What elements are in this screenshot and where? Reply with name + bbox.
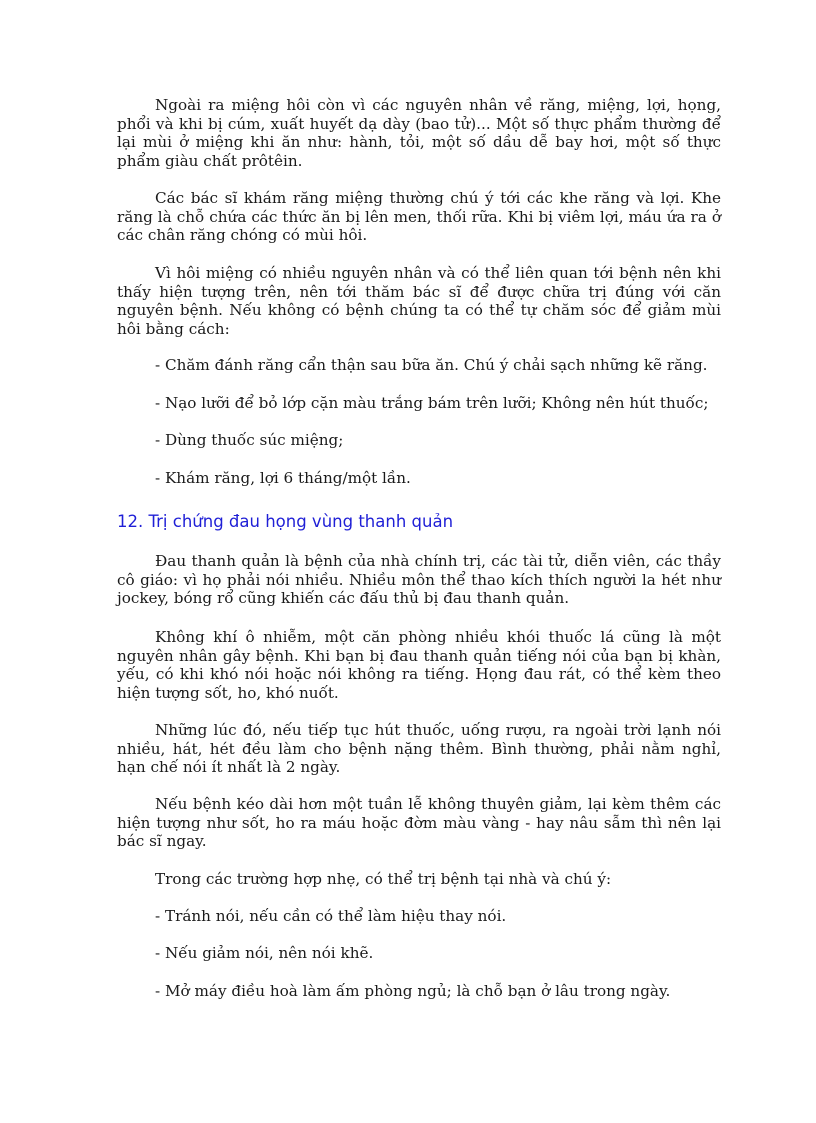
paragraph-laryngitis-see-doctor: Nếu bệnh kéo dài hơn một tuần lễ không thuyên giảm, lại kèm thêm các hiện tượng như sốt, ho ra máu hoặc đờm màu vàng - hay nâu sẫm thì nên lại bác sĩ ngay.	[117, 795, 721, 851]
bullet-mouthwash: - Dùng thuốc súc miệng;	[155, 431, 344, 449]
bullet-warm-room: - Mở máy điều hoà làm ấm phòng ngủ; là chỗ bạn ở lâu trong ngày.	[155, 982, 671, 1000]
section-heading: 12. Trị chứng đau họng vùng thanh quản	[117, 512, 454, 531]
bullet-dental-checkup: - Khám răng, lợi 6 tháng/một lần.	[155, 469, 411, 487]
paragraph-home-treatment: Trong các trường hợp nhẹ, có thể trị bệnh tại nhà và chú ý:	[155, 870, 612, 888]
bullet-speak-softly: - Nếu giảm nói, nên nói khẽ.	[155, 944, 374, 962]
bullet-avoid-talking: - Tránh nói, nếu cần có thể làm hiệu thay nói.	[155, 907, 507, 925]
paragraph-laryngitis-causes: Không khí ô nhiễm, một căn phòng nhiều khói thuốc lá cũng là một nguyên nhân gây bệnh. Khi bạn bị đau thanh quản tiếng nói của bạn bị khàn, yếu, có khi khó nói hoặc nói không ra tiếng. Họng đau rát, có thể kèm theo hiện tượng sốt, ho, khó nuốt.	[117, 628, 721, 702]
paragraph-laryngitis-definition: Đau thanh quản là bệnh của nhà chính trị, các tài tử, diễn viên, các thầy cô giáo: vì họ phải nói nhiều. Nhiều môn thể thao kích thích người la hét như jockey, bóng rổ cũng khiến các đấu thủ bị đau thanh quản.	[117, 552, 721, 608]
paragraph-self-care-intro: Vì hôi miệng có nhiều nguyên nhân và có thể liên quan tới bệnh nên khi thấy hiện tượng trên, nên tới thăm bác sĩ để được chữa trị đúng với căn nguyên bệnh. Nếu không có bệnh chúng ta có thể tự chăm sóc để giảm mùi hôi bằng cách:	[117, 264, 721, 338]
paragraph-dentist-checks: Các bác sĩ khám răng miệng thường chú ý tới các khe răng và lợi. Khe răng là chỗ chứa các thức ăn bị lên men, thối rữa. Khi bị viêm lợi, máu ứa ra ở các chân răng chóng có mùi hôi.	[117, 189, 721, 245]
bullet-scrape-tongue: - Nạo lưỡi để bỏ lớp cặn màu trắng bám trên lưỡi; Không nên hút thuốc;	[155, 394, 709, 412]
paragraph-bad-breath-causes: Ngoài ra miệng hôi còn vì các nguyên nhân về răng, miệng, lợi, họng, phổi và khi bị cúm, xuất huyết dạ dày (bao tử)... Một số thực phẩm thường để lại mùi ở miệng khi ăn như: hành, tỏi, một số dầu dễ bay hơi, một số thực phẩm giàu chất prôtêin.	[117, 96, 721, 170]
bullet-brush-teeth: - Chăm đánh răng cẩn thận sau bữa ăn. Chú ý chải sạch những kẽ răng.	[155, 356, 708, 374]
paragraph-laryngitis-rest: Những lúc đó, nếu tiếp tục hút thuốc, uống rượu, ra ngoài trời lạnh nói nhiều, hát, hét đều làm cho bệnh nặng thêm. Bình thường, phải nằm nghỉ, hạn chế nói ít nhất là 2 ngày.	[117, 721, 721, 777]
